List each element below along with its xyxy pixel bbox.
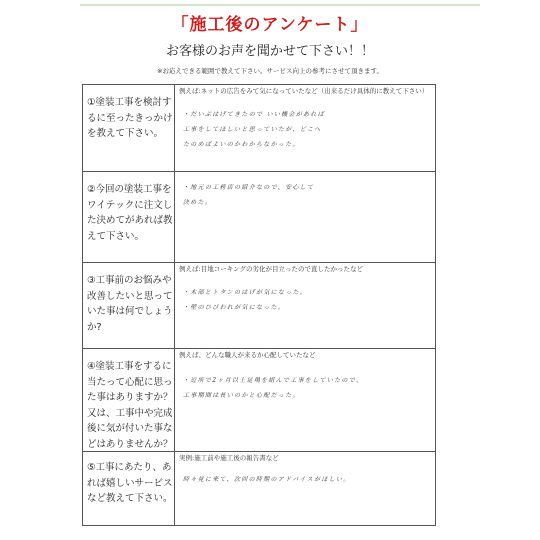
answer-cell [175,263,435,348]
answer-cell [175,85,435,171]
question-text: ④塗装工事をするに当たって心配に思った事はありますか？又は、工事中や完成後に気が付いた事などはありませんか？ [87,361,173,450]
example-text: 実例:施工前や施工後の報告書など [179,454,279,462]
handwritten-answer [183,180,443,210]
answer-line: たのめばよいのかわからなかった。 [183,141,300,148]
survey-row-1 [83,85,435,172]
survey-row-2 [83,172,435,263]
question-text: ⑤工事にあたり、あれば嬉しいサービスなど教えて下さい。 [87,462,173,504]
answer-cell [175,452,435,525]
page-subtitle: お客様のお声を聞かせて下さい！！ [165,44,374,59]
answer-line: 時々見に来て、次回の時期のアドバイスがほしい。 [183,476,351,483]
answer-line: ・壁のひびわれが気になった。 [183,304,286,311]
question-text: ③工事前のお悩みや改善したいと思っていた事は何でしょうか? [87,275,173,333]
handwritten-answer [183,472,443,487]
page-note: ※お応えできる範囲で教えて下さい。サービス向上の参考にさせて頂きます。 [157,67,383,75]
question-cell [83,85,175,171]
survey-row-5 [83,452,435,525]
answer-cell [175,349,435,451]
top-decorative-rule [80,4,480,6]
question-text: ①塗装工事を検討するに至ったきっかけを教えて下さい。 [87,97,173,139]
question-text: ②今回の塗装工事をワイテックに注文した決めてがあれば教えて下さい。 [87,184,173,242]
question-cell [83,452,175,525]
answer-line: 工事をしてほしいと思っていたが、どこへ [183,126,322,133]
handwritten-answer [183,373,443,403]
question-cell [83,172,175,262]
answer-line: 決めた。 [183,199,213,206]
answer-line: ・だいぶはげてきたので いい機会があれば [183,111,325,118]
page-title: 「施工後のアンケート」 [171,15,369,35]
survey-row-3 [83,263,435,349]
answer-line: ・地元の工務店の紹介なので、安心して [183,184,315,191]
question-cell [83,263,175,348]
example-text: 例えば:ネットの広告をみて気になっていたなど（出来るだけ具体的に教えて下さい） [179,87,429,95]
answer-cell [175,172,435,262]
example-text: 例えば:目地コーキングの劣化が目立ったので直したかったなど [179,265,363,273]
example-text: 例えば、どんな職人が来るか心配していたなど [179,351,316,359]
answer-line: ・木部とトタンのはげが気になった。 [183,289,308,296]
handwritten-answer [183,107,443,152]
answer-line: ・近所で2ヶ月以上足場を組んで工事をしていたので、 [183,377,364,384]
survey-row-4 [83,349,435,452]
answer-line: 工事期間は長いのかと心配だった。 [183,392,300,399]
question-cell [83,349,175,451]
survey-table [82,84,436,526]
handwritten-answer [183,285,443,315]
